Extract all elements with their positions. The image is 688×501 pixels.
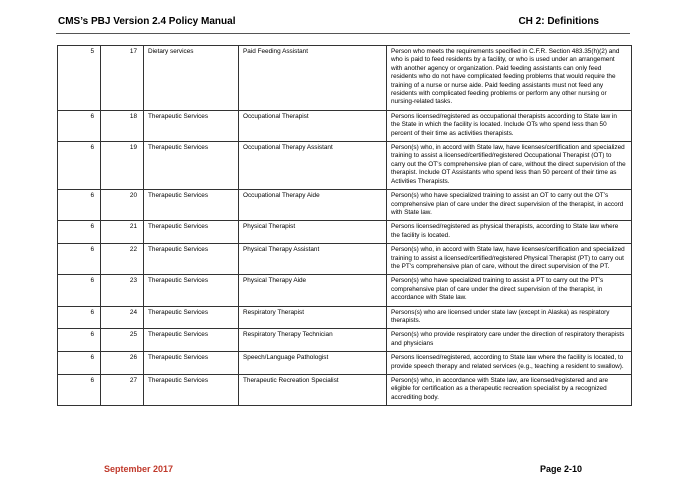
- job-title-cell: Therapeutic Recreation Specialist: [239, 375, 387, 406]
- category-cell: Therapeutic Services: [144, 142, 239, 190]
- job-code-cell: 19: [101, 142, 144, 190]
- definition-cell: Person(s) who, in accordance with State law, are licensed/registered and are eligible for certification as a therapeutic recreation specialist by a recognized accrediting body.: [387, 375, 632, 406]
- table-row: [58, 329, 632, 352]
- category-cell: Therapeutic Services: [144, 352, 239, 375]
- definition-cell: Person(s) who have specialized training to assist a PT to carry out the PT’s comprehensive plan of care under the direct supervision of the therapist, in accordance with State law.: [387, 275, 632, 306]
- job-title-cell: Speech/Language Pathologist: [239, 352, 387, 375]
- job-title-cell: Physical Therapy Aide: [239, 275, 387, 306]
- table-row: [58, 142, 632, 190]
- job-code-cell: 18: [101, 110, 144, 141]
- job-title-cell: Occupational Therapy Aide: [239, 190, 387, 221]
- definition-cell: Persons licensed/registered, according to State law where the facility is located, to provide speech therapy and related services (e.g., teaching a resident to swallow).: [387, 352, 632, 375]
- pbj-category-cell: 5: [58, 46, 101, 111]
- header-divider: [56, 33, 630, 34]
- job-title-cell: Physical Therapy Assistant: [239, 244, 387, 275]
- definition-cell: Person who meets the requirements specified in C.F.R. Section 483.35(h)(2) and who is paid to feed residents by a facility, or who is used under an arrangement with another agency or organization. Paid feeding assistants can only feed residents who do not have complicated feeding problems that would require the training of a nurse or nurse aide. Paid feeding assistants must not feed any residents with complicated feeding problems or perform any other nursing or nursing-related tasks.: [387, 46, 632, 111]
- category-cell: Therapeutic Services: [144, 375, 239, 406]
- chapter-title: CH 2: Definitions: [518, 16, 599, 27]
- definitions-table: [57, 45, 632, 406]
- table-row: [58, 275, 632, 306]
- job-title-cell: Occupational Therapy Assistant: [239, 142, 387, 190]
- pbj-category-cell: 6: [58, 110, 101, 141]
- pbj-category-cell: 6: [58, 352, 101, 375]
- definition-cell: Persons licensed/registered as physical therapists, according to State law where the facility is located.: [387, 221, 632, 244]
- definition-cell: Person(s) who provide respiratory care under the direction of respiratory therapists and physicians: [387, 329, 632, 352]
- category-cell: Therapeutic Services: [144, 190, 239, 221]
- pbj-category-cell: 6: [58, 329, 101, 352]
- definition-cell: Persons licensed/registered as occupational therapists according to State law in the State in which the facility is located. Include OTs who spend less than 50 percent of their time as activities therapists.: [387, 110, 632, 141]
- job-title-cell: Respiratory Therapy Technician: [239, 329, 387, 352]
- category-cell: Therapeutic Services: [144, 110, 239, 141]
- job-code-cell: 17: [101, 46, 144, 111]
- definition-cell: Person(s) who, in accord with State law, have licenses/certification and specialized training to assist a licensed/certified/registered Physical Therapist (PT) to carry out the PT's comprehensive plan of care, without the direct supervision of the PT.: [387, 244, 632, 275]
- job-code-cell: 24: [101, 306, 144, 329]
- pbj-category-cell: 6: [58, 306, 101, 329]
- job-code-cell: 23: [101, 275, 144, 306]
- table-row: [58, 46, 632, 111]
- job-title-cell: Paid Feeding Assistant: [239, 46, 387, 111]
- category-cell: Therapeutic Services: [144, 244, 239, 275]
- category-cell: Therapeutic Services: [144, 221, 239, 244]
- pbj-category-cell: 6: [58, 190, 101, 221]
- job-code-cell: 22: [101, 244, 144, 275]
- footer-date: September 2017: [104, 464, 174, 474]
- job-code-cell: 26: [101, 352, 144, 375]
- table-row: [58, 306, 632, 329]
- table-row: [58, 110, 632, 141]
- pbj-category-cell: 6: [58, 142, 101, 190]
- job-title-cell: Occupational Therapist: [239, 110, 387, 141]
- category-cell: Therapeutic Services: [144, 329, 239, 352]
- pbj-category-cell: 6: [58, 375, 101, 406]
- job-code-cell: 25: [101, 329, 144, 352]
- definitions-table-body: [58, 46, 632, 406]
- table-row: [58, 352, 632, 375]
- pbj-category-cell: 6: [58, 275, 101, 306]
- table-row: [58, 190, 632, 221]
- job-code-cell: 21: [101, 221, 144, 244]
- job-code-cell: 20: [101, 190, 144, 221]
- pbj-category-cell: 6: [58, 244, 101, 275]
- definition-cell: Persons(s) who are licensed under state law (except in Alaska) as respiratory therapists.: [387, 306, 632, 329]
- category-cell: Dietary services: [144, 46, 239, 111]
- table-row: [58, 375, 632, 406]
- definition-cell: Person(s) who, in accord with State law, have licenses/certification and specialized training to assist a licensed/certified/registered Occupational Therapist (OT) to carry out the OT’s comprehensive plan of care, without the direct supervision of the therapist. Include OT Assistants who spend less than 50 percent of their time as Activities Therapists.: [387, 142, 632, 190]
- category-cell: Therapeutic Services: [144, 275, 239, 306]
- page-number: Page 2-10: [539, 464, 582, 474]
- table-row: [58, 244, 632, 275]
- document-title: CMS’s PBJ Version 2.4 Policy Manual: [58, 16, 236, 27]
- job-code-cell: 27: [101, 375, 144, 406]
- category-cell: Therapeutic Services: [144, 306, 239, 329]
- pbj-category-cell: 6: [58, 221, 101, 244]
- job-title-cell: Physical Therapist: [239, 221, 387, 244]
- definition-cell: Person(s) who have specialized training to assist an OT to carry out the OT’s comprehensive plan of care under the direct supervision of the therapist, in accord with State law.: [387, 190, 632, 221]
- table-row: [58, 221, 632, 244]
- job-title-cell: Respiratory Therapist: [239, 306, 387, 329]
